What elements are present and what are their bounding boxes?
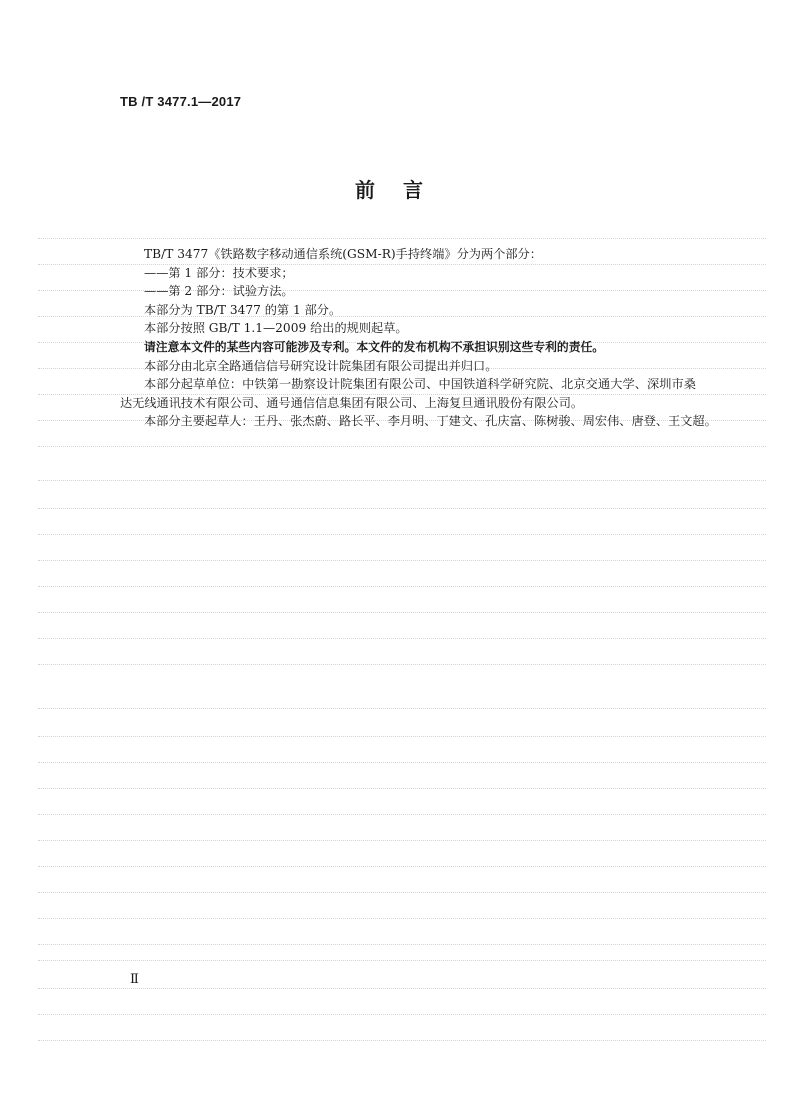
paragraph-drafting-rules: 本部分按照 GB/T 1.1—2009 给出的规则起草。: [144, 321, 408, 336]
guide-line: [38, 612, 766, 613]
paragraph-part-2: ——第 2 部分：试验方法。: [144, 284, 294, 299]
paragraph-drafting-units: 本部分起草单位：中铁第一勘察设计院集团有限公司、中国铁道科学研究院、北京交通大学、深圳市桑达无线通讯技术有限公司、通号通信信息集团有限公司、上海复旦通讯股份有限公司。: [120, 377, 696, 410]
guide-line: [38, 866, 766, 867]
page-number: Ⅱ: [130, 972, 139, 987]
paragraph-this-part: 本部分为 TB/T 3477 的第 1 部分。: [144, 302, 342, 317]
guide-line: [38, 638, 766, 639]
guide-line: [38, 788, 766, 789]
guide-line: [38, 508, 766, 509]
guide-line: [38, 840, 766, 841]
guide-line: [38, 708, 766, 709]
guide-line: [38, 762, 766, 763]
guide-line: [38, 1040, 766, 1041]
guide-line: [38, 988, 766, 989]
page-guide-lines: [38, 0, 766, 1120]
page-title: 前言: [355, 178, 451, 202]
paragraph-patent-notice: 请注意本文件的某些内容可能涉及专利。本文件的发布机构不承担识别这些专利的责任。: [144, 339, 605, 354]
guide-line: [38, 918, 766, 919]
guide-line: [38, 944, 766, 945]
guide-line: [38, 534, 766, 535]
guide-line: [38, 892, 766, 893]
guide-line: [38, 960, 766, 961]
document-number: TB /T 3477.1—2017: [120, 94, 242, 109]
guide-line: [38, 480, 766, 481]
paragraph-proposed-by: 本部分由北京全路通信信号研究设计院集团有限公司提出并归口。: [144, 358, 498, 373]
guide-line: [38, 1014, 766, 1015]
guide-line: [38, 238, 766, 239]
paragraph-part-1: ——第 1 部分：技术要求；: [144, 265, 294, 280]
guide-line: [38, 560, 766, 561]
paragraph-parts-intro: TB/T 3477《铁路数字移动通信系统(GSM-R)手持终端》分为两个部分：: [144, 247, 542, 261]
guide-line: [38, 736, 766, 737]
paragraph-drafters: 本部分主要起草人：王丹、张杰蔚、路长平、李月明、丁建文、孔庆富、陈树骏、周宏伟、唐登、王文超。: [144, 414, 717, 429]
guide-line: [38, 814, 766, 815]
guide-line: [38, 664, 766, 665]
guide-line: [38, 586, 766, 587]
foreword-body: [120, 245, 717, 431]
guide-line: [38, 446, 766, 447]
